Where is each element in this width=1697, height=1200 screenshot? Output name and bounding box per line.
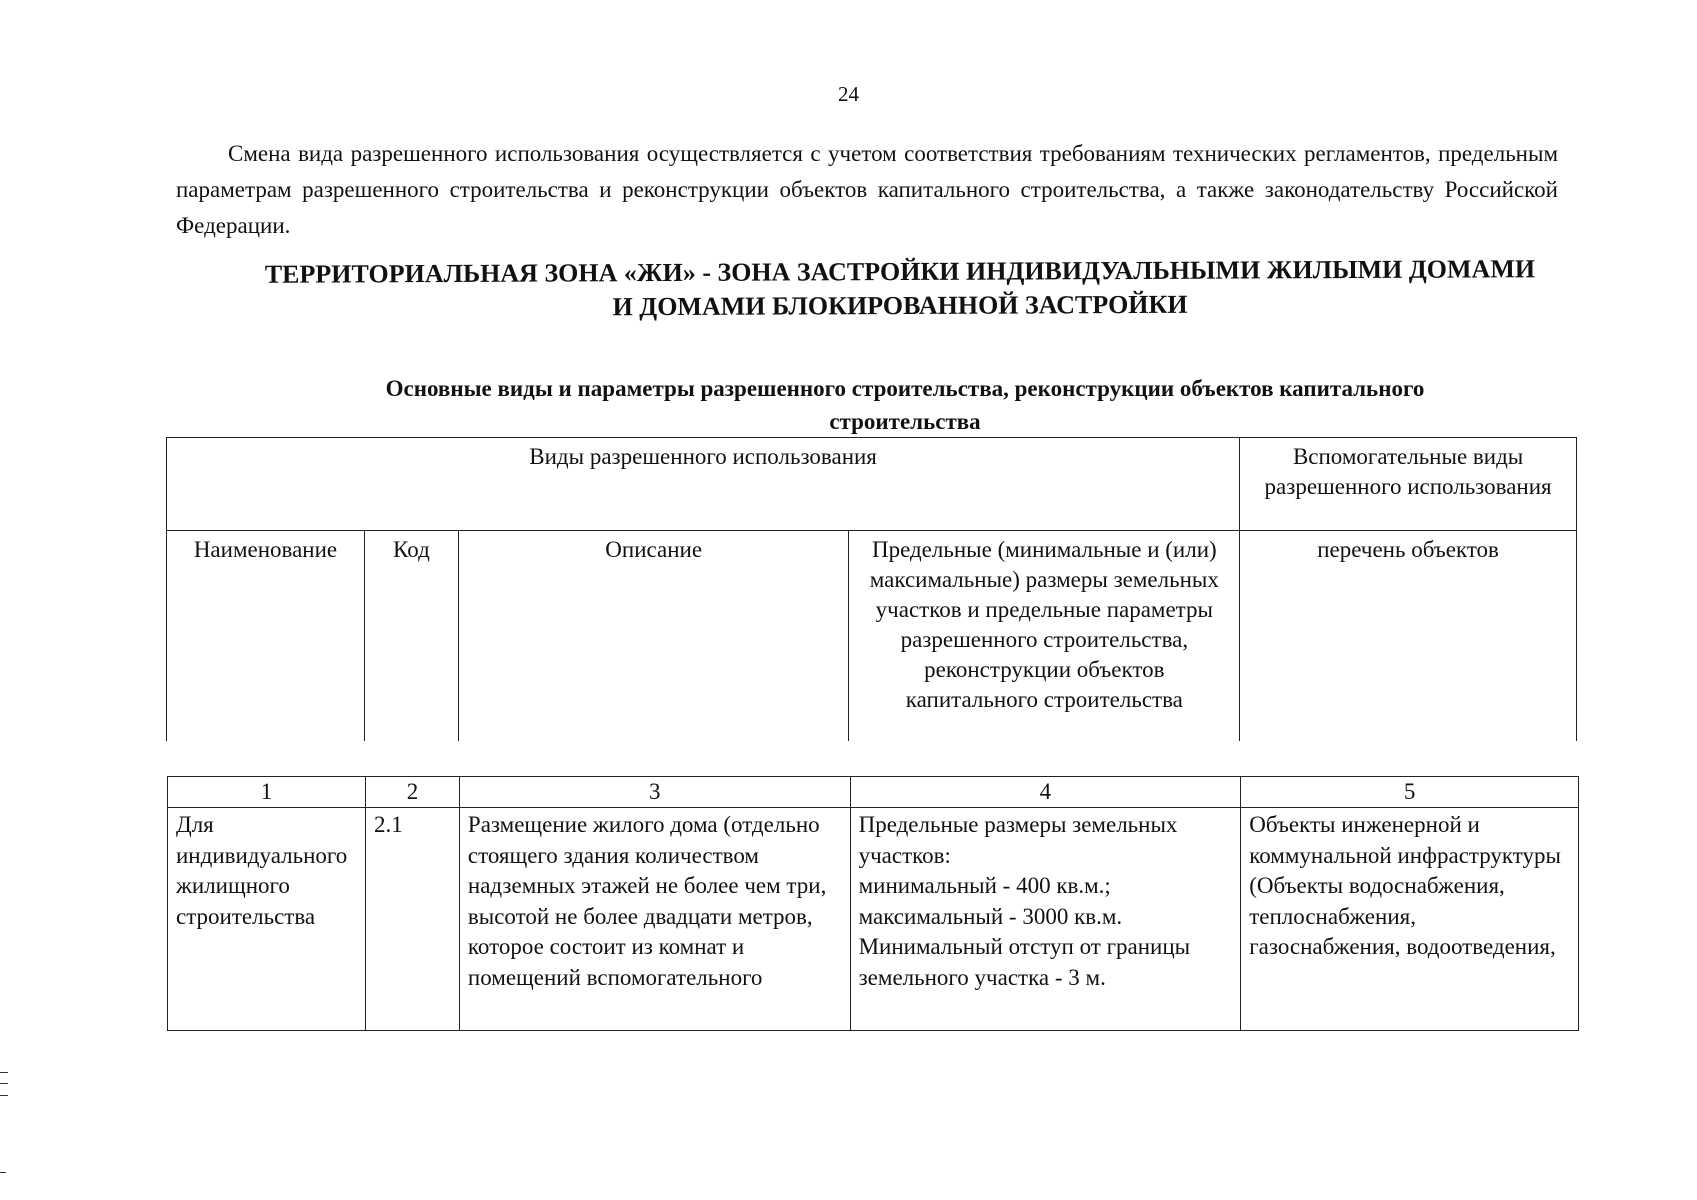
- cell-description: Размещение жилого дома (отдельно стоящего здания количеством надземных этажей не более чем три, высотой не более двадцати метров, которое состоит из комнат и помещений вспомогательного: [459, 808, 850, 1031]
- table-row: [168, 808, 1579, 1031]
- column-number: 3: [459, 777, 850, 808]
- header-col-code: Код: [364, 531, 458, 742]
- limits-line: минимальный - 400 кв.м.;: [858, 873, 1111, 898]
- limits-line: максимальный - 3000 кв.м.: [858, 903, 1123, 929]
- table-caption: [260, 372, 1550, 438]
- limits-line: Предельные размеры земельных участков:: [858, 812, 1178, 868]
- header-group-row: [167, 438, 1577, 531]
- cell-objects: Объекты инженерной и коммунальной инфраструктуры (Объекты водоснабжения, теплоснабжения, газоснабжения, водоотведения,: [1241, 808, 1579, 1031]
- header-col-description: Описание: [458, 531, 849, 742]
- table-caption-line-2: строительства: [829, 409, 981, 434]
- zone-heading-line-2: И ДОМАМИ БЛОКИРОВАННОЙ ЗАСТРОЙКИ: [612, 289, 1188, 322]
- scan-edge-mark: [0, 1072, 8, 1096]
- header-table: [166, 437, 1577, 741]
- header-columns-row: [167, 531, 1577, 742]
- column-number-row: [168, 777, 1579, 808]
- zone-heading: [200, 252, 1600, 326]
- header-col-name: Наименование: [167, 531, 365, 742]
- header-group-aux: Вспомогательные виды разрешенного использования: [1240, 438, 1577, 531]
- column-number: 4: [850, 777, 1241, 808]
- column-number: 5: [1241, 777, 1579, 808]
- zone-heading-line-1: ТЕРРИТОРИАЛЬНАЯ ЗОНА «ЖИ» - ЗОНА ЗАСТРОЙКИ ИНДИВИДУАЛЬНЫМИ ЖИЛЫМИ ДОМАМИ: [264, 254, 1536, 289]
- header-col-objects: перечень объектов: [1240, 531, 1577, 742]
- cell-code: 2.1: [365, 808, 459, 1031]
- header-group-main: Виды разрешенного использования: [167, 438, 1240, 531]
- data-table: [167, 776, 1579, 1031]
- column-number: 2: [365, 777, 459, 808]
- scan-edge-tick: [0, 1172, 6, 1173]
- cell-limits: [850, 808, 1241, 1031]
- table-caption-line-1: Основные виды и параметры разрешенного строительства, реконструкции объектов капитального: [385, 376, 1425, 401]
- header-col-limits: Предельные (минимальные и (или) максимальные) размеры земельных участков и предельные параметры разрешенного строительства, реконструкции объектов капитального строительства: [849, 531, 1240, 742]
- limits-line: Минимальный отступ от границы земельного участка - 3 м.: [858, 934, 1191, 990]
- cell-name: Для индивидуального жилищного строительства: [168, 808, 366, 1031]
- intro-paragraph: Смена вида разрешенного использования осуществляется с учетом соответствия требованиям технических регламентов, предельным параметрам разрешенного строительства и реконструкции объектов капитального строительства, а также законодательству Российской Федерации.: [176, 141, 1558, 238]
- page-number: 24: [838, 82, 859, 106]
- column-number: 1: [168, 777, 366, 808]
